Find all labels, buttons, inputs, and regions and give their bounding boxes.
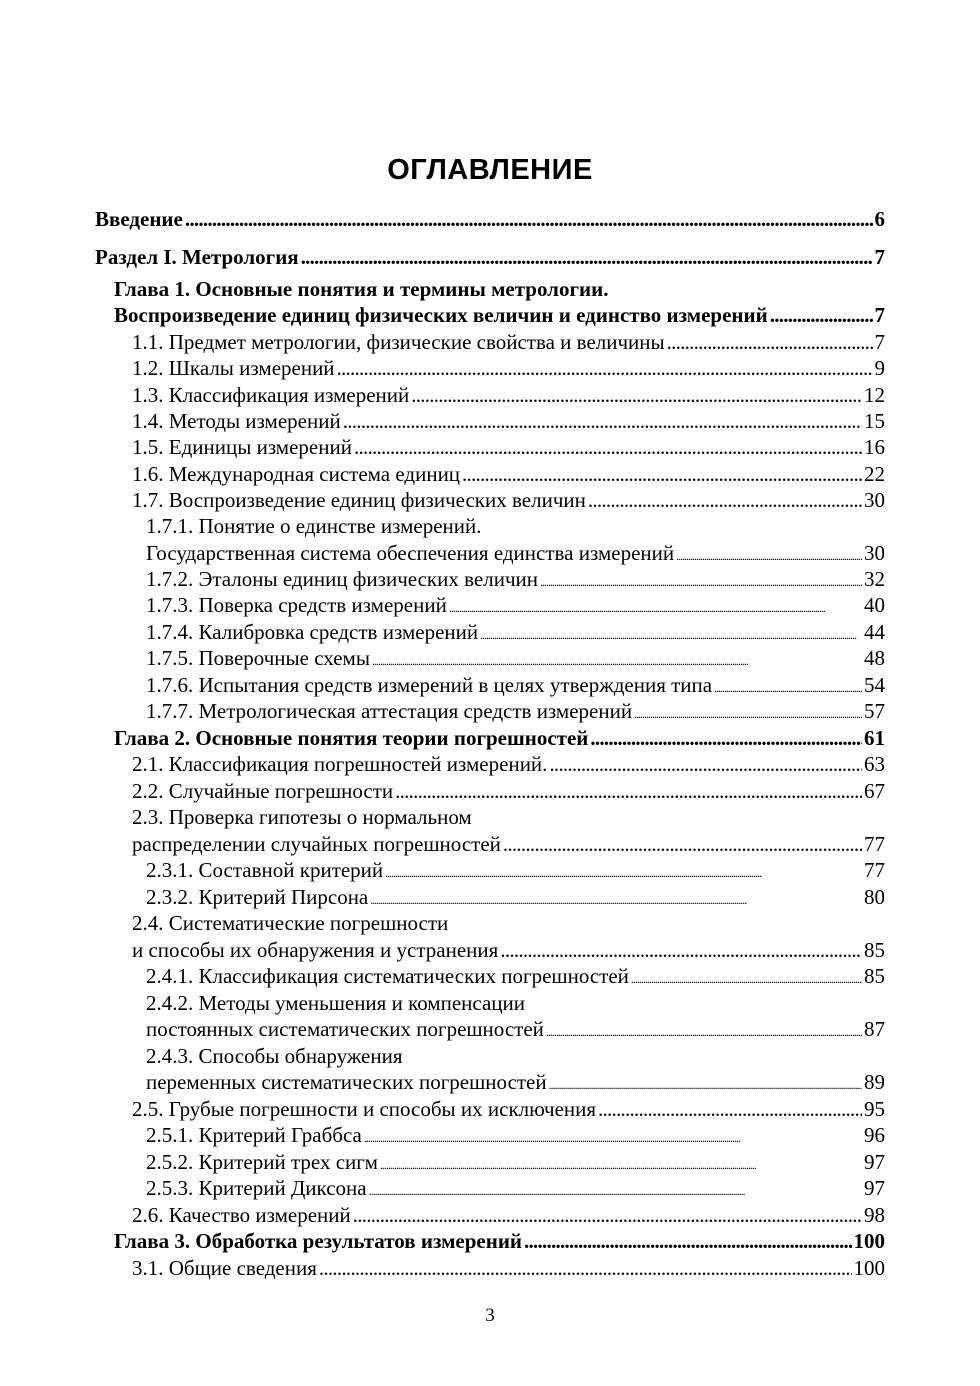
toc-entry [114, 276, 608, 302]
toc-entry [132, 1202, 885, 1228]
toc-entry [132, 1255, 885, 1281]
toc-entry-title: 2.6. Качество измерений [132, 1203, 351, 1227]
toc-leader-dots [714, 672, 862, 701]
toc-leader-dots [337, 355, 873, 381]
toc-entry-title: 1.7.2. Эталоны единиц физических величин [146, 567, 538, 591]
toc-leader-dots [480, 619, 862, 648]
toc-entry [95, 244, 885, 270]
toc-entry-page: 44 [864, 620, 885, 644]
toc-entry-page: 100 [853, 1229, 885, 1253]
toc-leader-dots [353, 1202, 862, 1228]
toc-entry [132, 1096, 885, 1122]
toc-entry-page: 7 [874, 245, 885, 269]
toc-leader-dots [503, 831, 862, 857]
toc-entry [146, 513, 482, 539]
toc-entry [132, 355, 885, 381]
toc-entry [146, 963, 885, 989]
toc-leader-dots [598, 1096, 862, 1122]
toc-entry-page: 89 [864, 1070, 885, 1094]
page-number: 3 [485, 1305, 495, 1326]
toc-leader-dots [590, 725, 862, 751]
toc-entry-page: 7 [874, 303, 885, 327]
toc-entry-page: 57 [864, 699, 885, 723]
toc-leader-dots [676, 540, 862, 569]
toc-leader-dots [549, 751, 862, 777]
toc-entry-title: 1.7.5. Поверочные схемы [146, 646, 370, 670]
toc-entry-page: 54 [864, 673, 885, 697]
toc-entry-page: 100 [853, 1256, 885, 1280]
toc-entry-title: 1.3. Классификация измерений [132, 383, 410, 407]
toc-entry-title: Глава 1. Основные понятия и термины метрологии. [114, 277, 609, 301]
toc-leader-dots [770, 302, 873, 328]
toc-entry-page: 6 [874, 207, 885, 231]
toc-entry-title: 2.5.3. Критерий Диксона [146, 1176, 367, 1200]
toc-entry-title: 2.4.2. Методы уменьшения и компенсации [146, 991, 526, 1015]
toc-entry [132, 831, 885, 857]
toc-entry [146, 540, 885, 566]
toc-entry [114, 1228, 885, 1254]
toc-entry-page: 40 [864, 593, 885, 617]
toc-entry-page: 48 [864, 646, 885, 670]
toc-entry-page: 16 [864, 435, 885, 459]
toc-leader-dots [370, 884, 862, 913]
toc-entry-page: 98 [864, 1203, 885, 1227]
toc-leader-dots [546, 1016, 862, 1045]
toc-leader-dots [449, 592, 862, 621]
toc-leader-dots [462, 461, 862, 487]
toc-entry [114, 302, 885, 328]
toc-entry-title: 2.4.3. Способы обнаружения [146, 1044, 403, 1068]
toc-entry [132, 487, 885, 513]
toc-entry-page: 87 [864, 1017, 885, 1041]
toc-entry-title: постоянных систематических погрешностей [146, 1017, 544, 1041]
toc-entry [132, 434, 885, 460]
toc-entry [146, 857, 885, 883]
toc-leader-dots [319, 1255, 852, 1281]
toc-entry [146, 1016, 885, 1042]
toc-entry-page: 97 [864, 1150, 885, 1174]
toc-leader-dots [631, 963, 862, 992]
toc-entry [146, 672, 885, 698]
toc-entry-page: 7 [874, 330, 885, 354]
toc-entry-title: 2.3. Проверка гипотезы о нормальном [132, 805, 472, 829]
toc-entry-page: 80 [864, 885, 885, 909]
toc-entry-page: 77 [864, 858, 885, 882]
toc-entry [146, 1043, 403, 1069]
toc-entry [132, 751, 885, 777]
toc-leader-dots [524, 1228, 851, 1254]
toc-entry [114, 725, 885, 751]
toc-leader-dots [500, 937, 862, 963]
toc-entry-title: 1.1. Предмет метрологии, физические свойства и величины [132, 330, 665, 354]
toc-entry [146, 1122, 885, 1148]
toc-entry-title: 2.4. Систематические погрешности [132, 911, 449, 935]
toc-leader-dots [395, 778, 862, 804]
toc-entry-page: 85 [864, 964, 885, 988]
toc-entry-title: Государственная система обеспечения единства измерений [146, 541, 675, 565]
toc-entry-title: 1.7.3. Поверка средств измерений [146, 593, 447, 617]
toc-entry-title: 2.3.1. Составной критерий [146, 858, 384, 882]
toc-entry-title: 1.7.6. Испытания средств измерений в целях утверждения типа [146, 673, 713, 697]
toc-entry-page: 96 [864, 1123, 885, 1147]
toc-entry-title: 1.6. Международная система единиц [132, 462, 461, 486]
toc-entry [146, 592, 885, 618]
toc-entry [132, 329, 885, 355]
toc-entry-title: Глава 3. Обработка результатов измерений [114, 1229, 523, 1253]
toc-leader-dots [540, 566, 862, 595]
toc-entry-title: 2.4.1. Классификация систематических погрешностей [146, 964, 629, 988]
toc-entry-title: 1.7.7. Метрологическая аттестация средств измерений [146, 699, 633, 723]
toc-entry-page: 63 [864, 752, 885, 776]
toc-entry [146, 884, 885, 910]
toc-entry [146, 698, 885, 724]
toc-entry-title: 2.5.1. Критерий Граббса [146, 1123, 362, 1147]
toc-entry [146, 1149, 885, 1175]
toc-entry [132, 804, 472, 830]
toc-entry-page: 12 [864, 383, 885, 407]
toc-leader-dots [667, 329, 873, 355]
toc-entry-title: 2.5.2. Критерий трех сигм [146, 1150, 378, 1174]
toc-entry-page: 15 [864, 409, 885, 433]
toc-entry [146, 645, 885, 671]
toc-entry-title: 2.3.2. Критерий Пирсона [146, 885, 369, 909]
toc-entry-title: 1.7. Воспроизведение единиц физических величин [132, 488, 586, 512]
toc-entry-title: 2.1. Классификация погрешностей измерений. [132, 752, 548, 776]
toc-entry-page: 30 [864, 488, 885, 512]
toc-entry-title: 2.5. Грубые погрешности и способы их исключения [132, 1097, 597, 1121]
toc-entry-title: 1.7.4. Калибровка средств измерений [146, 620, 479, 644]
toc-leader-dots [411, 382, 862, 408]
toc-leader-dots [343, 408, 862, 434]
toc-entry [132, 910, 448, 936]
toc-entry-title: и способы их обнаружения и устранения [132, 938, 499, 962]
toc-entry [146, 619, 885, 645]
toc-entry-title: 2.2. Случайные погрешности [132, 779, 394, 803]
toc-entry [132, 382, 885, 408]
toc-entry-page: 85 [864, 938, 885, 962]
toc-entry-title: Воспроизведение единиц физических величин и единство измерений [114, 303, 768, 327]
toc-leader-dots [634, 698, 862, 727]
toc-entry-page: 97 [864, 1176, 885, 1200]
page-title: ОГЛАВЛЕНИЕ [387, 154, 593, 186]
toc-entry-page: 95 [864, 1097, 885, 1121]
toc-leader-dots [588, 487, 862, 513]
toc-entry-title: 1.5. Единицы измерений [132, 435, 352, 459]
toc-entry [146, 1175, 885, 1201]
toc-entry-title: распределении случайных погрешностей [132, 832, 501, 856]
toc-entry-page: 9 [874, 356, 885, 380]
toc-entry-title: переменных систематических погрешностей [146, 1070, 547, 1094]
toc-leader-dots [369, 1175, 862, 1204]
toc-entry [132, 778, 885, 804]
toc-entry-title: Введение [95, 207, 183, 231]
toc-leader-dots [185, 206, 873, 232]
toc-entry-page: 61 [864, 726, 885, 750]
toc-entry [132, 937, 885, 963]
toc-entry-title: Глава 2. Основные понятия теории погрешностей [114, 726, 589, 750]
toc-entry [132, 408, 885, 434]
toc-entry [146, 990, 525, 1016]
toc-entry-title: 1.2. Шкалы измерений [132, 356, 335, 380]
toc-entry [132, 461, 885, 487]
toc-entry [146, 1069, 885, 1095]
toc-entry-title: 1.7.1. Понятие о единстве измерений. [146, 514, 482, 538]
toc-entry [95, 206, 885, 232]
toc-entry-page: 67 [864, 779, 885, 803]
toc-leader-dots [385, 857, 862, 886]
toc-entry-page: 30 [864, 541, 885, 565]
toc-entry-title: 1.4. Методы измерений [132, 409, 341, 433]
toc-entry-page: 77 [864, 832, 885, 856]
toc-leader-dots [354, 434, 862, 460]
toc-leader-dots [549, 1069, 862, 1098]
toc-leader-dots [364, 1122, 862, 1151]
toc-entry-title: 3.1. Общие сведения [132, 1256, 317, 1280]
toc-leader-dots [301, 244, 873, 270]
toc-entry-title: Раздел I. Метрология [95, 245, 299, 269]
toc-entry [146, 566, 885, 592]
toc-leader-dots [380, 1149, 862, 1178]
toc-leader-dots [372, 645, 862, 674]
toc-entry-page: 32 [864, 567, 885, 591]
toc-entry-page: 22 [864, 462, 885, 486]
